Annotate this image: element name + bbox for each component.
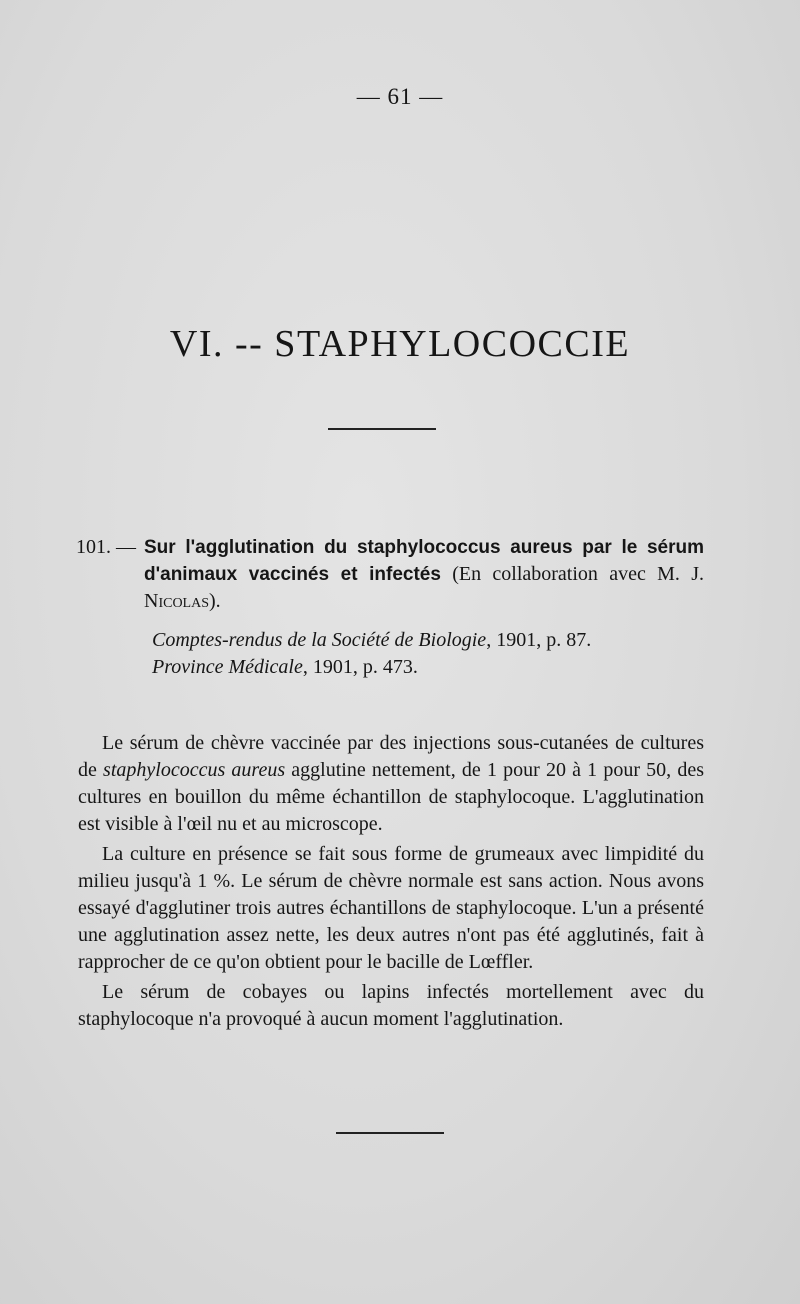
- collaboration-end: ).: [209, 590, 221, 612]
- reference-line: [152, 654, 704, 681]
- paragraph: La culture en présence se fait sous forme de grumeaux avec limpidité du milieu jusqu'à 1 %. Le sérum de chèvre normale est sans action. Nous avons essayé d'agglutiner trois autres échantillons de staphylocoque. L'un a présenté une agglutination assez nette, les deux autres n'ont pas été agglutinés, fait à rapprocher de ce qu'on obtient pour le bacille de Lœffler.: [78, 843, 704, 973]
- reference-source: Province Médicale: [152, 656, 303, 678]
- collaboration-text: (En collaboration avec: [440, 563, 658, 585]
- chapter-title: VI. -- STAPHYLOCOCCIE: [169, 323, 631, 365]
- entry-title: Sur l'agglutination du staphylococcus aureus par le sérum d'animaux vaccinés et infectés: [144, 537, 704, 585]
- paragraph-text: Le sérum de chèvre vaccinée par des injections sous-cutanées de cultures de: [78, 732, 704, 781]
- entry-number: 101. —: [76, 536, 136, 558]
- species-name: staphylococcus aureus: [103, 759, 286, 781]
- bibliography-entry: [76, 534, 704, 681]
- entry-heading: [76, 534, 704, 615]
- body-text: [78, 730, 704, 1036]
- page-number: — 61 —: [356, 84, 444, 109]
- entry-references: [76, 627, 704, 681]
- divider-rule: [328, 428, 436, 430]
- reference-source: Comptes-rendus de la Société de Biologie: [152, 629, 487, 651]
- collaborator-name: M. J. Nicolas: [144, 563, 704, 612]
- paragraph: Le sérum de cobayes ou lapins infectés mortellement avec du staphylocoque n'a provoqué à aucun moment l'agglutination.: [78, 981, 704, 1030]
- paragraph-text: agglutine nettement, de 1 pour 20 à 1 pour 50, des cultures en bouillon du même échantillon de staphylocoque. L'agglutination est visible à l'œil nu et au microscope.: [78, 759, 704, 835]
- reference-details: , 1901, p. 87.: [486, 629, 592, 651]
- reference-details: , 1901, p. 473.: [302, 656, 418, 678]
- paragraph: [78, 730, 704, 838]
- divider-rule: [336, 1132, 444, 1134]
- reference-line: [152, 627, 704, 654]
